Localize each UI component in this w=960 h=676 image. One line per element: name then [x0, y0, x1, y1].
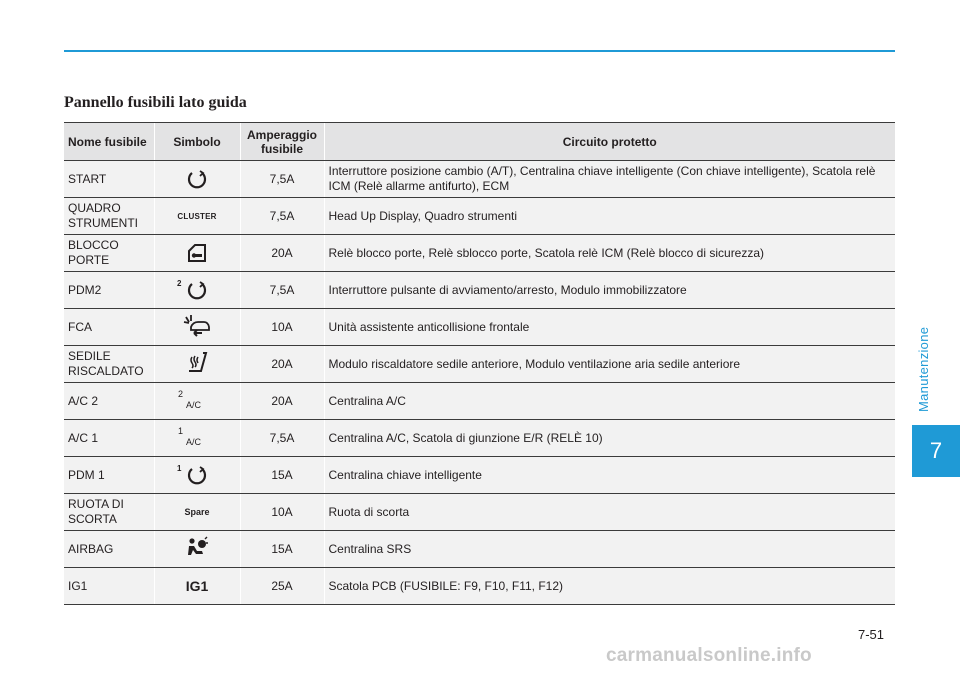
fuse-symbol	[154, 531, 240, 568]
fuse-circuit: Centralina SRS	[324, 531, 895, 568]
chapter-tab	[912, 425, 960, 477]
fuse-name: SEDILE RISCALDATO	[64, 346, 154, 383]
table-row	[64, 235, 895, 272]
symbol-index: 2	[178, 388, 184, 399]
door-lock-icon	[177, 239, 217, 267]
fuse-circuit: Centralina A/C, Scatola di giunzione E/R (RELÈ 10)	[324, 420, 895, 457]
fuse-table	[64, 122, 895, 605]
fuse-amperage: 7,5A	[240, 198, 324, 235]
fuse-name: AIRBAG	[64, 531, 154, 568]
symbol-index: 2	[177, 278, 182, 288]
fuse-symbol	[154, 309, 240, 346]
fuse-circuit: Centralina A/C	[324, 383, 895, 420]
fuse-amperage: 7,5A	[240, 272, 324, 309]
fuse-name: A/C 2	[64, 383, 154, 420]
fuse-symbol	[154, 568, 240, 605]
ig1-text-icon	[177, 572, 217, 600]
fuse-name: QUADRO STRUMENTI	[64, 198, 154, 235]
symbol-text: A/C	[186, 436, 202, 447]
pdm-arc-icon	[177, 276, 217, 304]
header-name: Nome fusibile	[64, 123, 154, 161]
fuse-circuit: Unità assistente anticollisione frontale	[324, 309, 895, 346]
start-arc-icon	[177, 165, 217, 193]
ac-icon	[177, 386, 217, 414]
symbol-index: 1	[177, 463, 182, 473]
airbag-icon	[177, 534, 217, 562]
page-number: 7-51	[858, 627, 885, 642]
fuse-name: FCA	[64, 309, 154, 346]
fuse-circuit: Centralina chiave intelligente	[324, 457, 895, 494]
fuse-name: BLOCCO PORTE	[64, 235, 154, 272]
spare-text-icon	[177, 498, 217, 526]
table-row	[64, 568, 895, 605]
section-title: Pannello fusibili lato guida	[64, 94, 247, 111]
fuse-circuit: Head Up Display, Quadro strumenti	[324, 198, 895, 235]
fuse-name: IG1	[64, 568, 154, 605]
table-row	[64, 309, 895, 346]
fuse-name: RUOTA DI SCORTA	[64, 494, 154, 531]
fuse-amperage: 10A	[240, 309, 324, 346]
ac-icon	[177, 423, 217, 451]
header-amperage: Amperaggio fusibile	[240, 123, 324, 161]
fuse-name: START	[64, 161, 154, 198]
symbol-text: CLUSTER	[177, 211, 217, 221]
table-row	[64, 420, 895, 457]
fuse-name: A/C 1	[64, 420, 154, 457]
header-symbol: Simbolo	[154, 123, 240, 161]
fuse-circuit: Modulo riscaldatore sedile anteriore, Modulo ventilazione aria sedile anteriore	[324, 346, 895, 383]
symbol-text: IG1	[185, 577, 209, 594]
fuse-amperage: 20A	[240, 235, 324, 272]
cluster-text-icon	[177, 202, 217, 230]
table-row	[64, 346, 895, 383]
fuse-name: PDM 1	[64, 457, 154, 494]
fuse-amperage: 20A	[240, 383, 324, 420]
table-row	[64, 383, 895, 420]
fuse-symbol	[154, 161, 240, 198]
chapter-side-label: Manutenzione	[916, 326, 931, 412]
symbol-index: 1	[178, 425, 184, 436]
table-row	[64, 457, 895, 494]
fuse-circuit: Scatola PCB (FUSIBILE: F9, F10, F11, F12)	[324, 568, 895, 605]
heated-seat-icon	[177, 349, 217, 377]
fuse-symbol	[154, 198, 240, 235]
table-header-row	[64, 123, 895, 161]
fuse-amperage: 15A	[240, 457, 324, 494]
fuse-symbol	[154, 235, 240, 272]
fuse-amperage: 10A	[240, 494, 324, 531]
chapter-number: 7	[929, 438, 943, 463]
fuse-amperage: 7,5A	[240, 161, 324, 198]
fuse-circuit: Relè blocco porte, Relè sblocco porte, Scatola relè ICM (Relè blocco di sicurezza)	[324, 235, 895, 272]
fuse-amperage: 15A	[240, 531, 324, 568]
table-row	[64, 531, 895, 568]
watermark: carmanualsonline.info	[606, 645, 812, 666]
table-row	[64, 161, 895, 198]
fuse-name: PDM2	[64, 272, 154, 309]
header-rule	[64, 50, 895, 52]
fuse-amperage: 25A	[240, 568, 324, 605]
fuse-symbol	[154, 494, 240, 531]
table-row	[64, 198, 895, 235]
fuse-symbol	[154, 420, 240, 457]
fuse-circuit: Ruota di scorta	[324, 494, 895, 531]
fuse-amperage: 20A	[240, 346, 324, 383]
collision-assist-icon	[177, 312, 217, 340]
table-row	[64, 494, 895, 531]
fuse-symbol	[154, 272, 240, 309]
symbol-text: Spare	[184, 506, 210, 517]
fuse-circuit: Interruttore posizione cambio (A/T), Centralina chiave intelligente (Con chiave intelligente), Scatola relè ICM (Relè allarme antifurto), ECM	[324, 161, 895, 198]
fuse-symbol	[154, 383, 240, 420]
fuse-amperage: 7,5A	[240, 420, 324, 457]
fuse-symbol	[154, 457, 240, 494]
table-row	[64, 272, 895, 309]
fuse-symbol	[154, 346, 240, 383]
symbol-text: A/C	[186, 399, 202, 410]
fuse-circuit: Interruttore pulsante di avviamento/arresto, Modulo immobilizzatore	[324, 272, 895, 309]
header-circuit: Circuito protetto	[324, 123, 895, 161]
pdm-arc-icon	[177, 461, 217, 489]
